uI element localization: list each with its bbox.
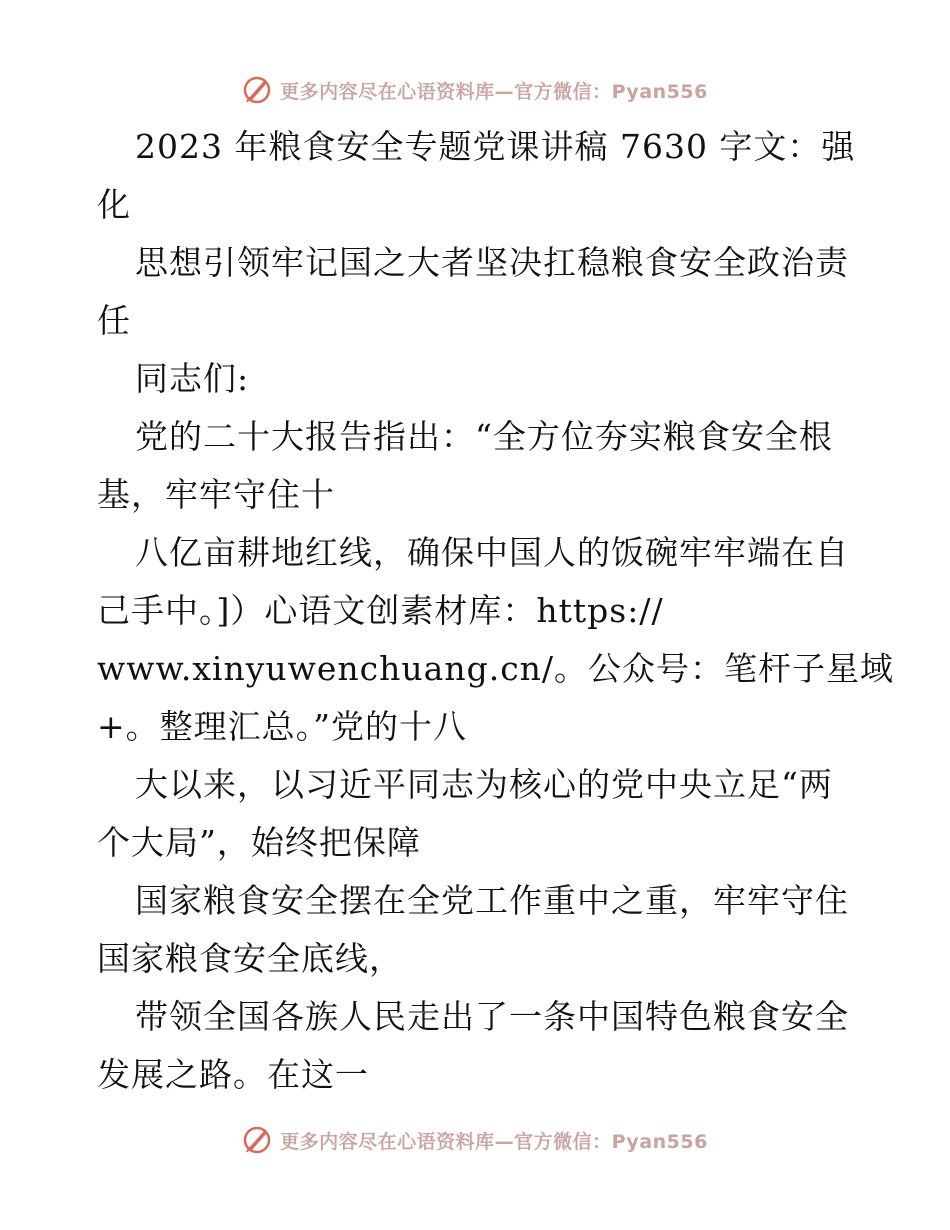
quill-logo-icon: [242, 1125, 272, 1155]
doc-line: 思想引领牢记国之大者坚决扛稳粮食安全政治责: [135, 243, 849, 282]
doc-line: 带领全国各族人民走出了一条中国特色粮食安全: [135, 997, 849, 1036]
doc-line: 党的二十大报告指出：“全方位夯实粮食安全根: [135, 417, 833, 456]
doc-line: 国家粮食安全摆在全党工作重中之重，牢牢守住: [135, 881, 849, 920]
doc-line: 大以来，以习近平同志为核心的党中央立足“两: [135, 765, 833, 804]
header-banner-text: 更多内容尽在心语资料库—官方微信：Pyan556: [280, 80, 708, 103]
doc-line: www.xinyuwenchuang.cn/。公众号：笔杆子星域: [97, 649, 895, 688]
header-banner: [0, 70, 950, 110]
doc-line: 同志们:: [135, 359, 250, 398]
quill-logo-icon: [242, 75, 272, 105]
doc-line: 国家粮食安全底线，: [97, 939, 403, 978]
footer-banner-text: 更多内容尽在心语资料库—官方微信：Pyan556: [280, 1130, 708, 1153]
doc-line: 个大局”，始终把保障: [97, 823, 421, 862]
doc-line: 2023 年粮食安全专题党课讲稿 7630 字文：强: [135, 127, 856, 166]
doc-line: 发展之路。在这一: [97, 1055, 369, 1094]
doc-line: +。整理汇总。”党的十八: [97, 707, 468, 746]
doc-line: 任: [97, 301, 131, 340]
doc-line: 己手中。]）心语文创素材库：https://: [97, 591, 664, 630]
doc-line: 八亿亩耕地红线，确保中国人的饭碗牢牢端在自: [135, 533, 849, 572]
document-body: [97, 118, 895, 1104]
doc-line: 基，牢牢守住十: [97, 475, 335, 514]
doc-line: 化: [97, 185, 131, 224]
footer-banner: [0, 1120, 950, 1160]
